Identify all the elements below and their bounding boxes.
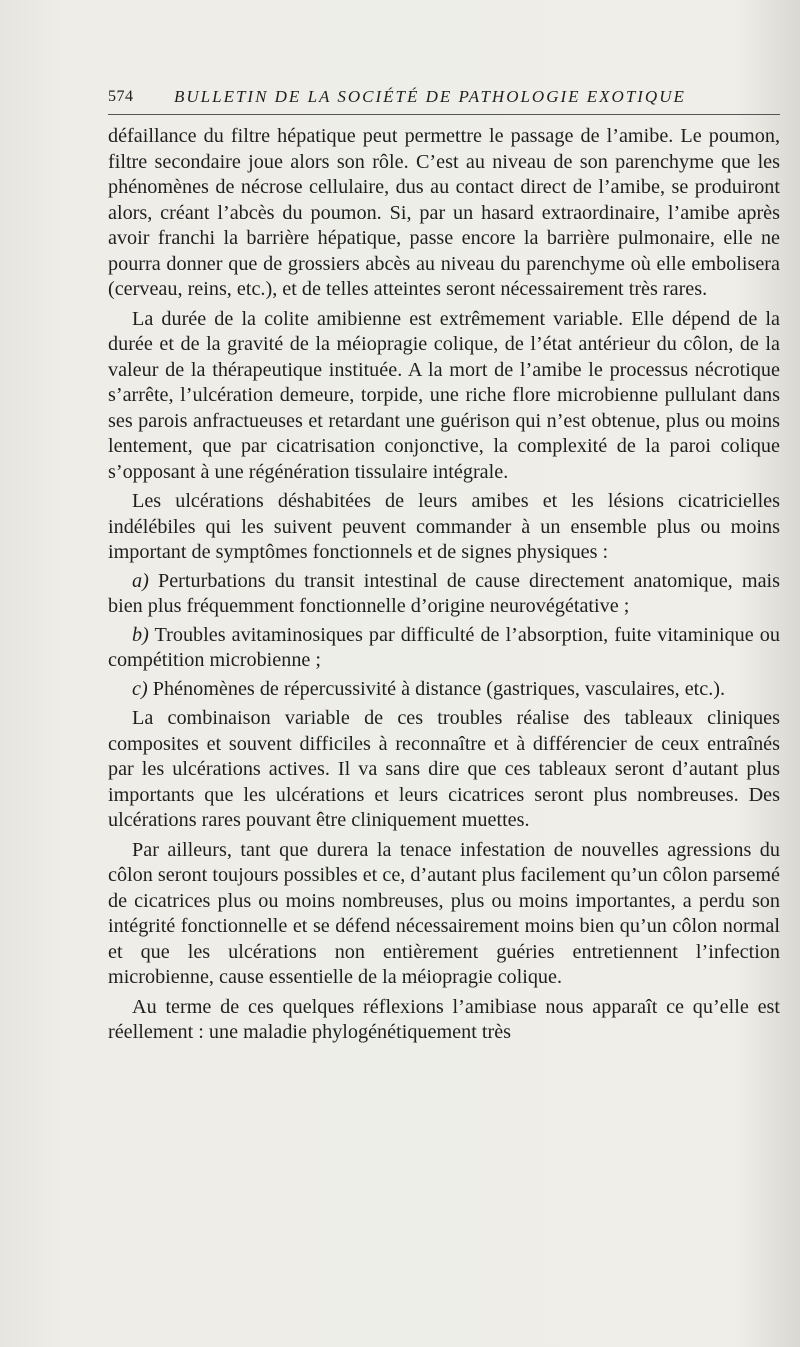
paragraph-text: La combinaison variable de ces troubles réalise des tableaux cliniques composites et souvent difficiles à reconnaître et à différencier de ceux entraînés par les ulcérations actives. Il va sans dire que ces tableaux seront d’autant plus importants que les ulcérations et leurs cicatrices seront plus nombreuses. Des ulcérations rares pouvant être cliniquement muettes. bbox=[108, 707, 780, 831]
paragraph bbox=[108, 838, 780, 991]
paragraph-text: défaillance du filtre hépatique peut permettre le passage de l’amibe. Le poumon, filtre secondaire joue alors son rôle. C’est au niveau de son parenchyme que les phénomènes de nécrose cellulaire, dus au contact direct de l’amibe, se produiront alors, créant l’abcès du poumon. Si, par un hasard extraordinaire, l’amibe après avoir franchi la barrière hépatique, passe encore la barrière pulmonaire, elle ne pourra donner que de grossiers abcès au niveau du parenchyme où elle embolisera (cerveau, reins, etc.), et de telles atteintes seront nécessairement très rares. bbox=[108, 125, 780, 300]
list-item-text: Phénomènes de répercussivité à distance (gastriques, vasculaires, etc.). bbox=[147, 677, 726, 700]
paragraph-text: La durée de la colite amibienne est extrêmement variable. Elle dépend de la durée et de la gravité de la méiopragie colique, de l’état antérieur du côlon, de la valeur de la thérapeutique instituée. A la mort de l’amibe le processus nécrotique s’arrête, l’ulcération demeure, torpide, une riche flore microbienne pullulant dans ses parois anfractueuses et retardant une guérison qui n’est obtenue, plus ou moins lentement, que par cicatrisation conjonctive, la complexité de la paroi colique s’opposant à une régénération tissulaire intégrale. bbox=[108, 307, 780, 483]
body-text bbox=[108, 124, 780, 1046]
paragraph bbox=[108, 995, 780, 1046]
paragraph bbox=[108, 706, 780, 834]
paragraph bbox=[108, 124, 780, 303]
list-label: c) bbox=[132, 677, 148, 700]
list-label: a) bbox=[132, 569, 149, 592]
paragraph bbox=[108, 489, 780, 566]
paragraph bbox=[108, 307, 780, 486]
list-item bbox=[108, 623, 780, 674]
paragraph-text: Les ulcérations déshabitées de leurs amibes et les lésions cicatricielles indélébiles qui les suivent peuvent commander à un ensemble plus ou moins important de symptômes fonctionnels et de signes physiques : bbox=[108, 490, 780, 563]
list-item bbox=[108, 569, 780, 620]
paragraph-text: Par ailleurs, tant que durera la tenace infestation de nouvelles agressions du côlon seront toujours possibles et ce, d’autant plus facilement qu’un côlon parsemé de cicatrices plus ou moins nombreuses, plus ou moins importantes, a perdu son intégrité fonctionnelle et se défend nécessairement moins bien qu’un côlon normal et que les ulcérations non entièrement guéries entretiennent l’infection microbienne, cause essentielle de la méiopragie colique. bbox=[108, 838, 780, 988]
list-item-text: Troubles avitaminosiques par difficulté de l’absorption, fuite vitaminique ou compétition microbienne ; bbox=[108, 623, 780, 671]
paragraph-text: Au terme de ces quelques réflexions l’amibiase nous apparaît ce qu’elle est réellement : une maladie phylogénétiquement très bbox=[108, 995, 780, 1043]
page-number: 574 bbox=[108, 88, 134, 105]
list-item bbox=[108, 677, 780, 703]
running-title: BULLETIN DE LA SOCIÉTÉ DE PATHOLOGIE EXOTIQUE bbox=[174, 87, 686, 106]
list-label: b) bbox=[132, 623, 149, 646]
running-header bbox=[108, 84, 780, 115]
list-item-text: Perturbations du transit intestinal de cause directement anatomique, mais bien plus fréquemment fonctionnelle d’origine neurovégétative ; bbox=[108, 569, 780, 617]
